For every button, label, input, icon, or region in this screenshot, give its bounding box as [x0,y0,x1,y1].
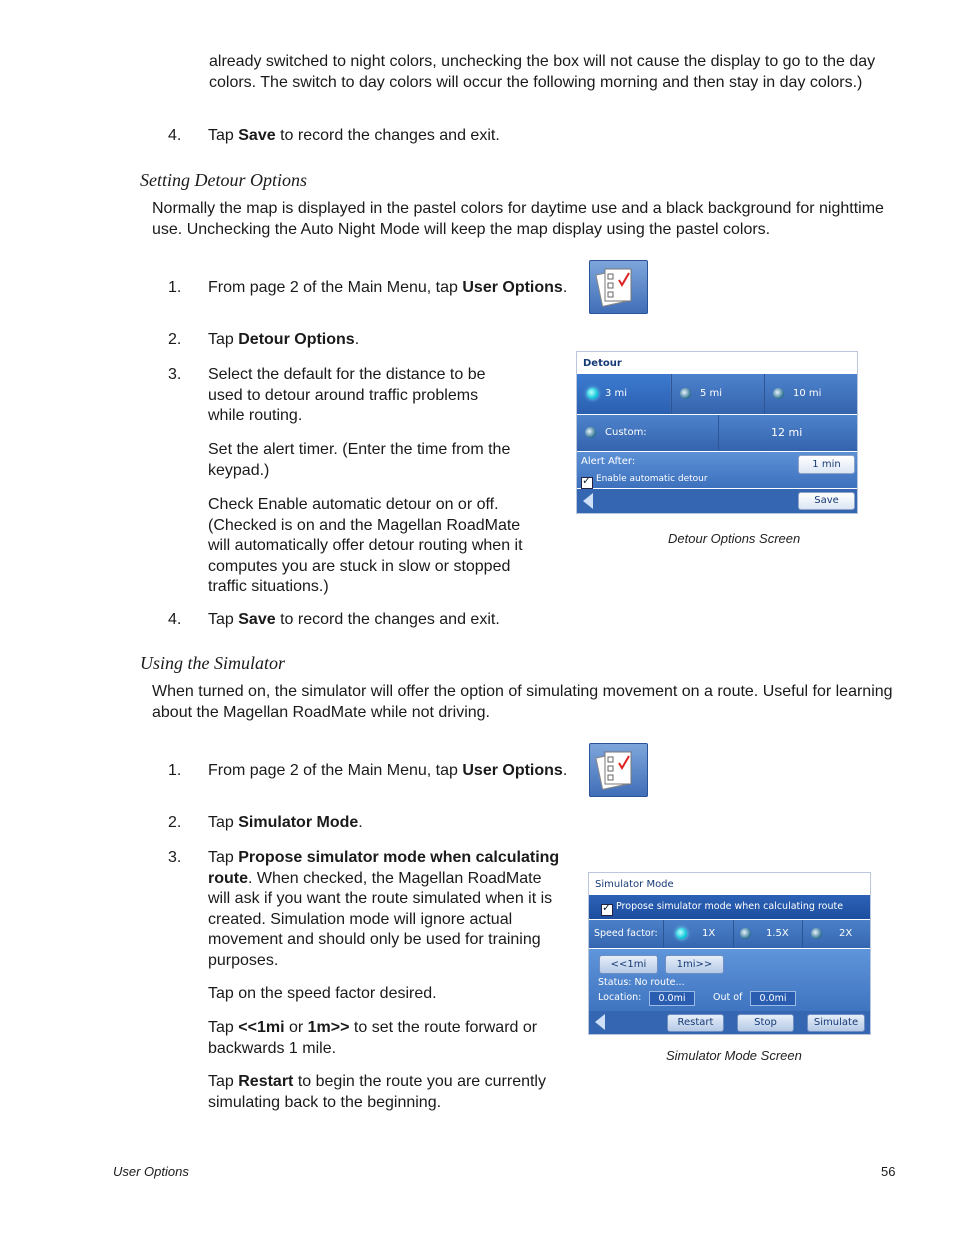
step-text: Tap Save to record the changes and exit. [208,611,500,628]
outof-value: 0.0mi [750,991,796,1006]
custom-row [577,415,857,451]
detour-intro-paragraph: Normally the map is displayed in the pastel colors for daytime use and a black background for nighttime use. Unchecking the Auto Night Mode will keep the map display using the pastel colors. [152,200,884,238]
alert-label: Alert After: [581,456,636,467]
section-heading-detour: Setting Detour Options [140,170,307,190]
radio-icon [676,928,687,939]
alert-row [577,452,857,488]
option-label: 1X [702,928,716,939]
detour-options-screen [576,351,858,514]
step-subtext: Tap <<1mi or 1m>> to set the route forward or backwards 1 mile. [208,1019,538,1057]
location-value: 0.0mi [649,991,695,1006]
enable-detour-label: Enable automatic detour [596,474,708,484]
user-options-icon [589,260,648,314]
enable-detour-checkbox[interactable] [581,477,593,489]
simulator-intro-paragraph: When turned on, the simulator will offer the option of simulating movement on a route. Useful for learning about the Magellan RoadMate while not driving. [152,683,893,721]
detour-caption: Detour Options Screen [668,531,801,546]
bottom-bar [589,1011,870,1034]
step-number: 4. [168,611,182,628]
forward-1mi-button[interactable]: 1mi>> [665,955,724,974]
step-number: 2. [168,814,182,831]
restart-button[interactable]: Restart [667,1014,724,1032]
screen-title: Detour [583,358,622,369]
custom-option[interactable] [577,415,717,451]
simulator-mode-screen [588,872,871,1035]
step-text: Tap Detour Options. [208,331,360,348]
screen-title: Simulator Mode [595,879,674,890]
step-number: 3. [168,366,182,383]
step-text: Tap Simulator Mode. [208,814,363,831]
bottom-bar [577,489,857,513]
status-text: Status: No route... [598,977,685,988]
outof-label: Out of [713,992,743,1003]
distance-10mi-option[interactable] [764,374,858,414]
distance-3mi-option[interactable] [577,374,670,414]
step-number: 1. [168,279,182,296]
step-text: From page 2 of the Main Menu, tap User Options. [208,279,568,296]
custom-value: 12 mi [771,426,803,439]
step-number: 4. [168,127,182,144]
step-subtext: Set the alert timer. (Enter the time from the keypad.) [208,441,511,479]
radio-icon [680,388,691,399]
propose-row[interactable] [589,895,870,919]
back-arrow-icon[interactable] [595,1014,605,1030]
user-options-icon [589,743,648,797]
custom-label: Custom: [605,427,647,438]
step-subtext: Check Enable automatic detour on or off. (Checked is on and the Magellan RoadMate will automatically offer detour routing when it computes you are stuck in slow or stopped traffic situations.) [208,496,523,595]
alert-time-button[interactable]: 1 min [798,455,855,474]
controls-area [589,949,870,1011]
speed-row [589,920,870,948]
step-number: 3. [168,849,182,866]
option-label: 3 mi [605,388,628,399]
radio-icon [773,388,784,399]
option-label: 5 mi [700,388,723,399]
speed-1-5x-option[interactable] [733,920,802,948]
step-number: 2. [168,331,182,348]
page-number: 56 [881,1164,896,1179]
step-text: Tap Propose simulator mode when calculating route. When checked, the Magellan RoadMate will ask if you want the route simulated when it is created. Simulation mode will ignore actual movement and should only be used for training purposes. [208,849,560,969]
simulator-caption: Simulator Mode Screen [666,1048,802,1063]
location-label: Location: [598,992,642,1003]
custom-value-field[interactable] [718,415,858,451]
radio-icon [585,427,596,438]
propose-checkbox[interactable] [601,904,613,916]
distance-row [577,374,857,414]
step-number: 1. [168,762,182,779]
footer-section-title: User Options [113,1164,189,1179]
continuation-paragraph: already switched to night colors, unchecking the box will not cause the display to go to the day colors. The switch to day colors will occur the following morning and then stay in day colors.) [209,53,876,91]
speed-2x-option[interactable] [802,920,871,948]
step-text: From page 2 of the Main Menu, tap User Options. [208,762,568,779]
back-1mi-button[interactable]: <<1mi [599,955,658,974]
simulate-button[interactable]: Simulate [807,1014,865,1032]
distance-5mi-option[interactable] [671,374,764,414]
radio-icon [740,928,751,939]
speed-1x-option[interactable] [663,920,733,948]
save-button[interactable]: Save [798,492,855,510]
section-heading-simulator: Using the Simulator [140,653,286,673]
option-label: 1.5X [766,928,789,939]
stop-button[interactable]: Stop [737,1014,794,1032]
option-label: 2X [839,928,853,939]
speed-label: Speed factor: [594,928,658,939]
back-arrow-icon[interactable] [583,493,593,509]
option-label: 10 mi [793,388,822,399]
radio-icon [587,388,598,399]
step-text: Tap Save to record the changes and exit. [208,127,500,144]
step-subtext: Tap on the speed factor desired. [208,985,437,1002]
step-subtext: Tap Restart to begin the route you are currently simulating back to the beginning. [208,1073,546,1111]
step-text: Select the default for the distance to be used to detour around traffic problems while routing. [208,366,486,424]
radio-icon [811,928,822,939]
propose-label: Propose simulator mode when calculating route [616,901,844,912]
